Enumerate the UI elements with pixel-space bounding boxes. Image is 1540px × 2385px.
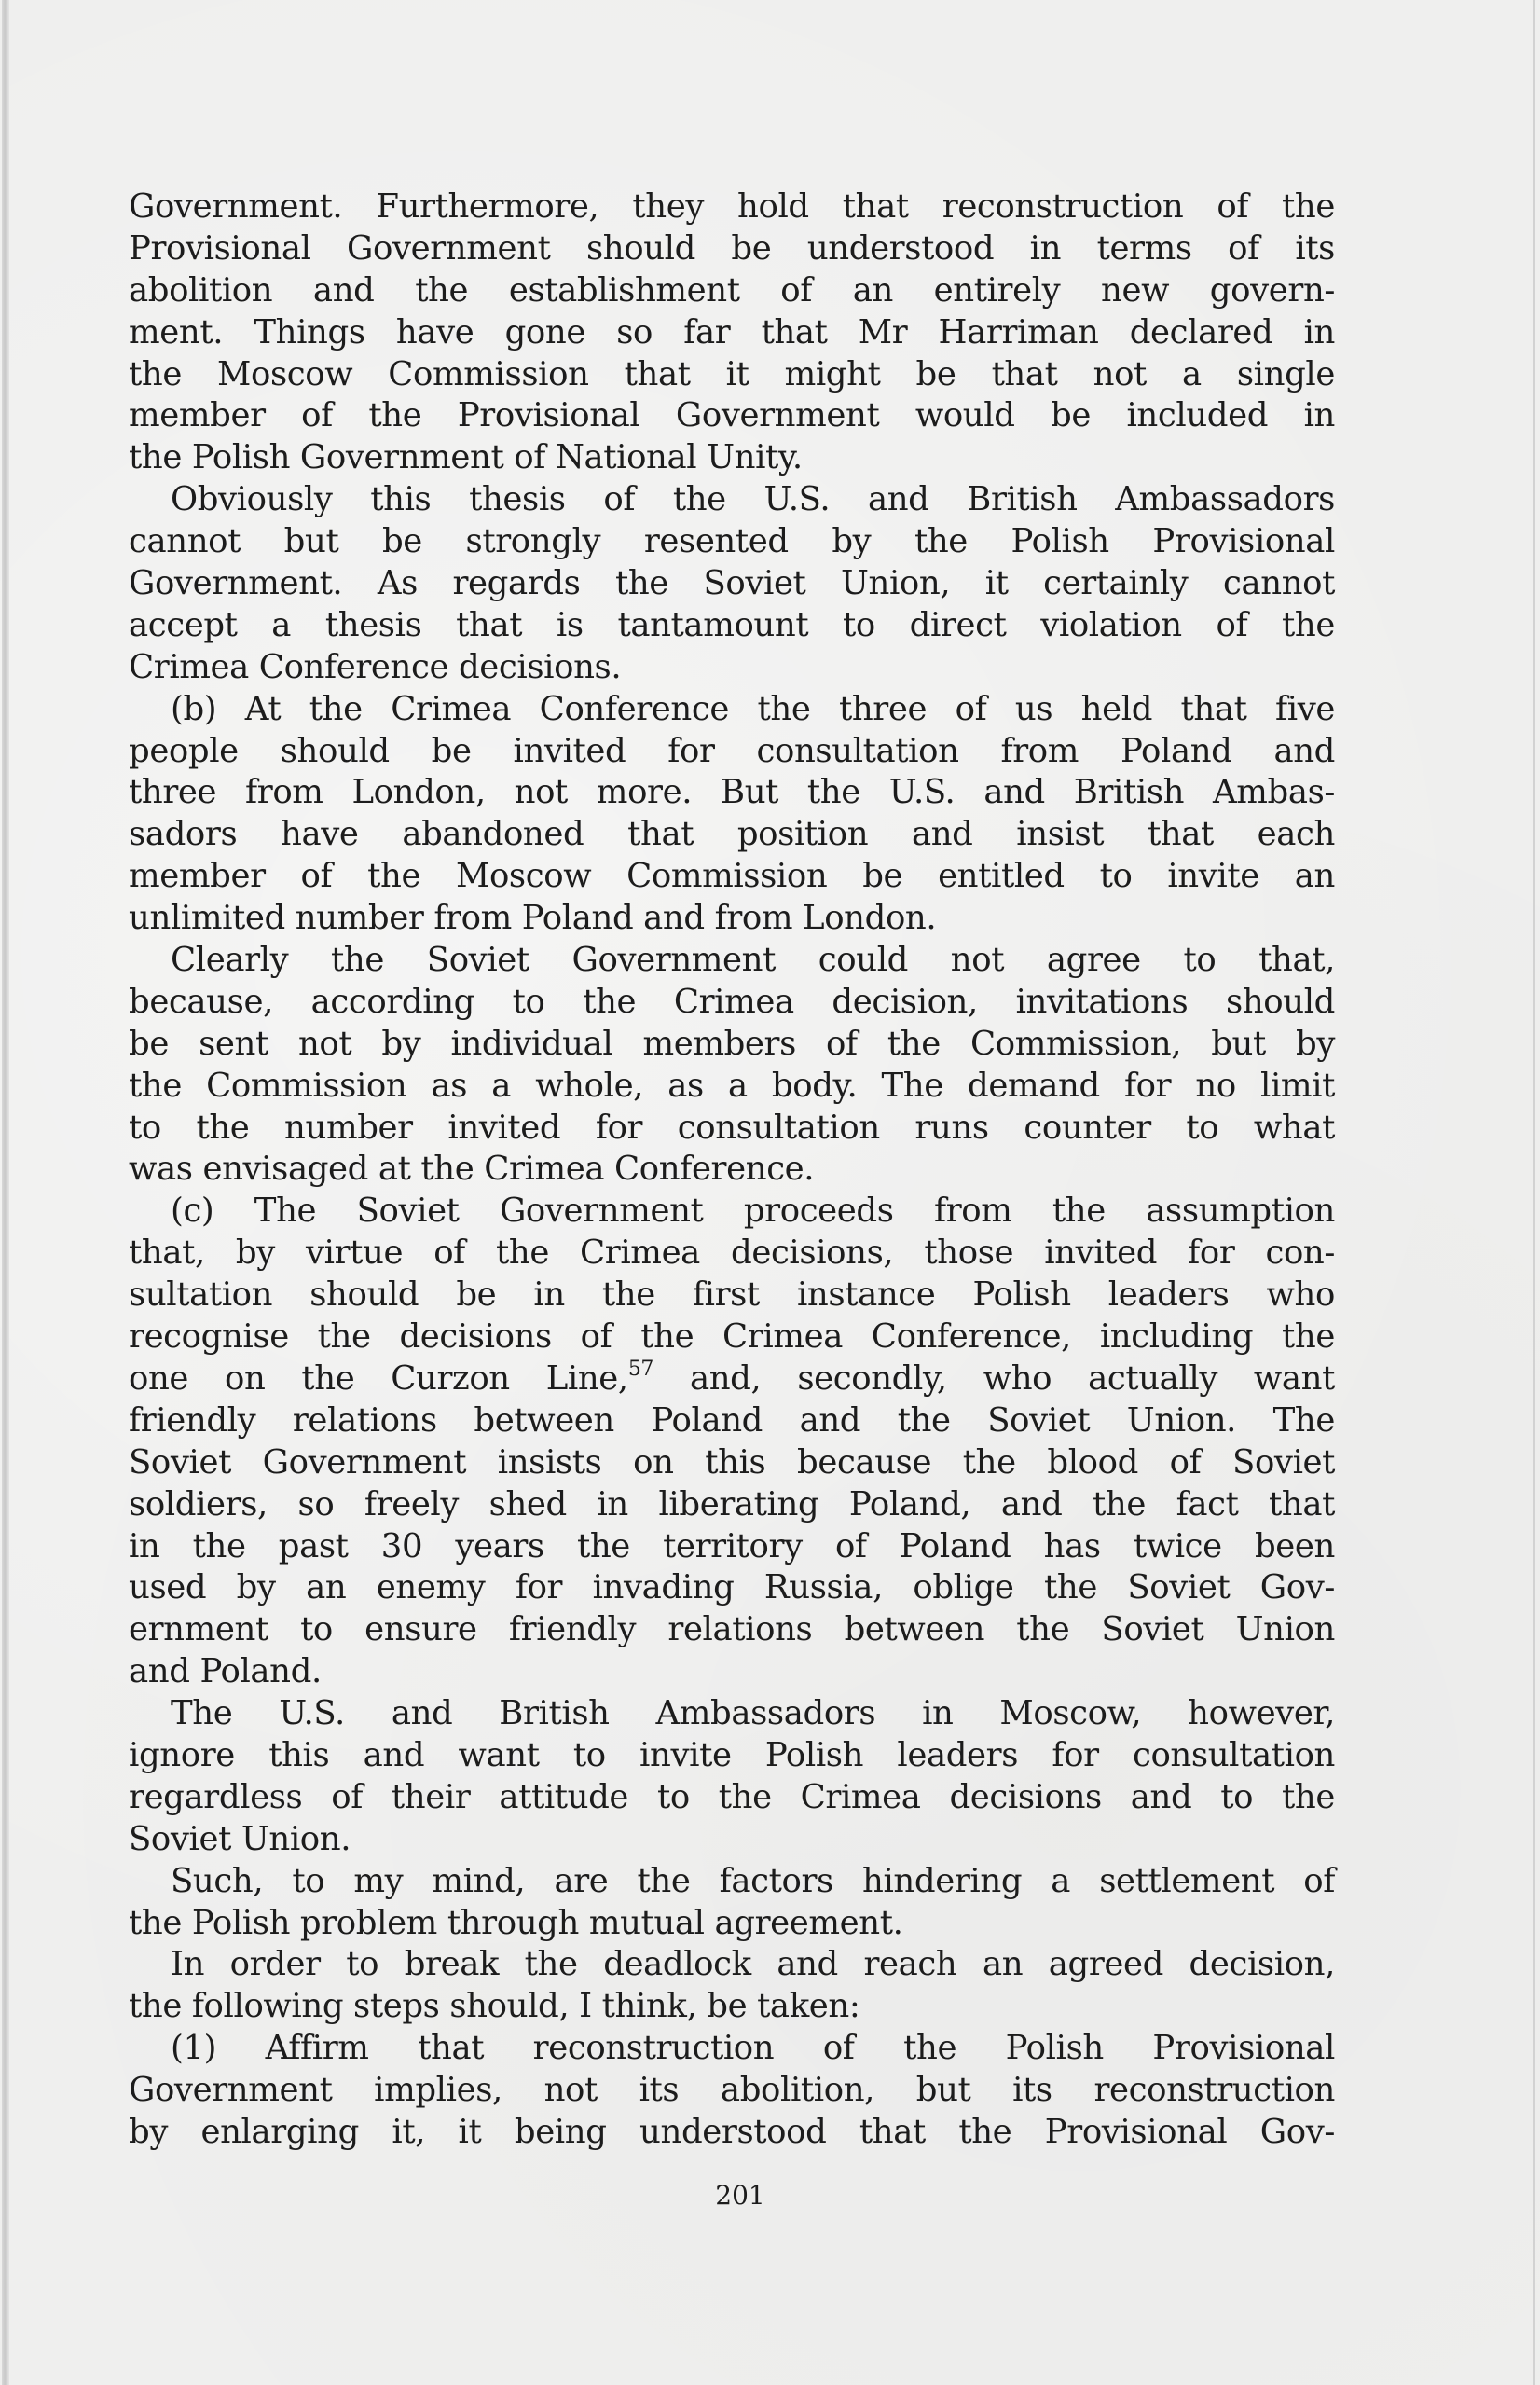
text-line: friendly relations between Poland and the Soviet Union. The [129,1400,1335,1440]
text-line: used by an enemy for invading Russia, oblige the Soviet Gov- [129,1568,1335,1607]
text-line: to the number invited for consultation runs counter to what [129,1108,1335,1147]
text-line: (1) Affirm that reconstruction of the Polish Provisional [171,2029,1335,2068]
page-right-edge-line [1533,0,1535,2385]
text-line: Obviously this thesis of the U.S. and British Ambassadors [171,480,1335,519]
text-line: the Moscow Commission that it might be that not a single [129,354,1335,393]
text-line: member of the Provisional Government would be included in [129,396,1335,435]
text-line: recognise the decisions of the Crimea Conference, including the [129,1317,1335,1357]
text-line: be sent not by individual members of the Commission, but by [129,1024,1335,1063]
text-segment: one on the Curzon Line, [129,1358,628,1398]
text-line: that, by virtue of the Crimea decisions, those invited for con- [129,1234,1335,1273]
footnote-reference: 57 [627,1358,654,1382]
text-line [129,1358,1335,1400]
text-line: sadors have abandoned that position and insist that each [129,815,1335,854]
text-line: by enlarging it, it being understood that the Provisional Gov- [129,2112,1335,2151]
paragraph [129,479,1335,688]
text-line: was envisaged at the Crimea Conference. [129,1150,815,1189]
paragraph [129,1191,1335,1693]
text-line: regardless of their attitude to the Crimea decisions and to the [129,1777,1335,1816]
text-line: and Poland. [129,1652,322,1691]
text-line: the Commission as a whole, as a body. The demand for no limit [129,1066,1335,1105]
body-text [129,186,1335,2154]
text-segment: and, secondly, who actually want [653,1358,1336,1398]
text-line: in the past 30 years the territory of Poland has twice been [129,1526,1335,1565]
text-line: The U.S. and British Ambassadors in Moscow, however, [171,1694,1335,1733]
text-line: Government. As regards the Soviet Union, it certainly cannot [129,564,1335,603]
text-line: Clearly the Soviet Government could not agree to that, [171,941,1335,980]
text-line: (b) At the Crimea Conference the three of us held that five [171,689,1335,728]
paragraph [129,2028,1335,2154]
text-line: (c) The Soviet Government proceeds from the assumption [171,1192,1335,1231]
text-line: Soviet Government insists on this because the blood of Soviet [129,1442,1335,1482]
paragraph [129,940,1335,1191]
text-line: Soviet Union. [129,1819,351,1858]
text-line: three from London, not more. But the U.S. and British Ambas- [129,773,1335,812]
text-line: the Polish Government of National Unity. [129,438,803,477]
text-line: the Polish problem through mutual agreement. [129,1903,903,1942]
text-line: soldiers, so freely shed in liberating Poland, and the fact that [129,1484,1335,1523]
text-line: Crimea Conference decisions. [129,647,622,686]
text-line: abolition and the establishment of an entirely new govern- [129,270,1335,310]
text-line: accept a thesis that is tantamount to direct violation of the [129,605,1335,644]
paragraph [129,186,1335,479]
text-line: cannot but be strongly resented by the Polish Provisional [129,522,1335,561]
text-line: Government. Furthermore, they hold that reconstruction of the [129,187,1335,226]
page-left-edge-shadow [2,0,9,2385]
text-line: the following steps should, I think, be taken: [129,1987,860,2026]
page-number [0,2180,1540,2211]
text-line: sultation should be in the first instance Polish leaders who [129,1275,1335,1315]
paragraph [129,1944,1335,2028]
text-line: ernment to ensure friendly relations between the Soviet Union [129,1610,1335,1649]
text-line: In order to break the deadlock and reach an agreed decision, [171,1945,1335,1984]
text-line: Provisional Government should be understood in terms of its [129,228,1335,268]
text-line: ignore this and want to invite Polish leaders for consultation [129,1735,1335,1774]
text-line: member of the Moscow Commission be entitled to invite an [129,857,1335,896]
paragraph [129,1861,1335,1945]
text-line: people should be invited for consultation from Poland and [129,731,1335,770]
paragraph [129,1693,1335,1861]
paragraph [129,689,1335,940]
text-line: unlimited number from Poland and from London. [129,899,937,938]
text-line: Such, to my mind, are the factors hindering a settlement of [171,1861,1335,1900]
text-line: Government implies, not its abolition, but its reconstruction [129,2071,1335,2110]
page-number-text: 201 [715,2180,765,2211]
text-line: ment. Things have gone so far that Mr Harriman declared in [129,312,1335,352]
text-line: because, according to the Crimea decision, invitations should [129,982,1335,1021]
